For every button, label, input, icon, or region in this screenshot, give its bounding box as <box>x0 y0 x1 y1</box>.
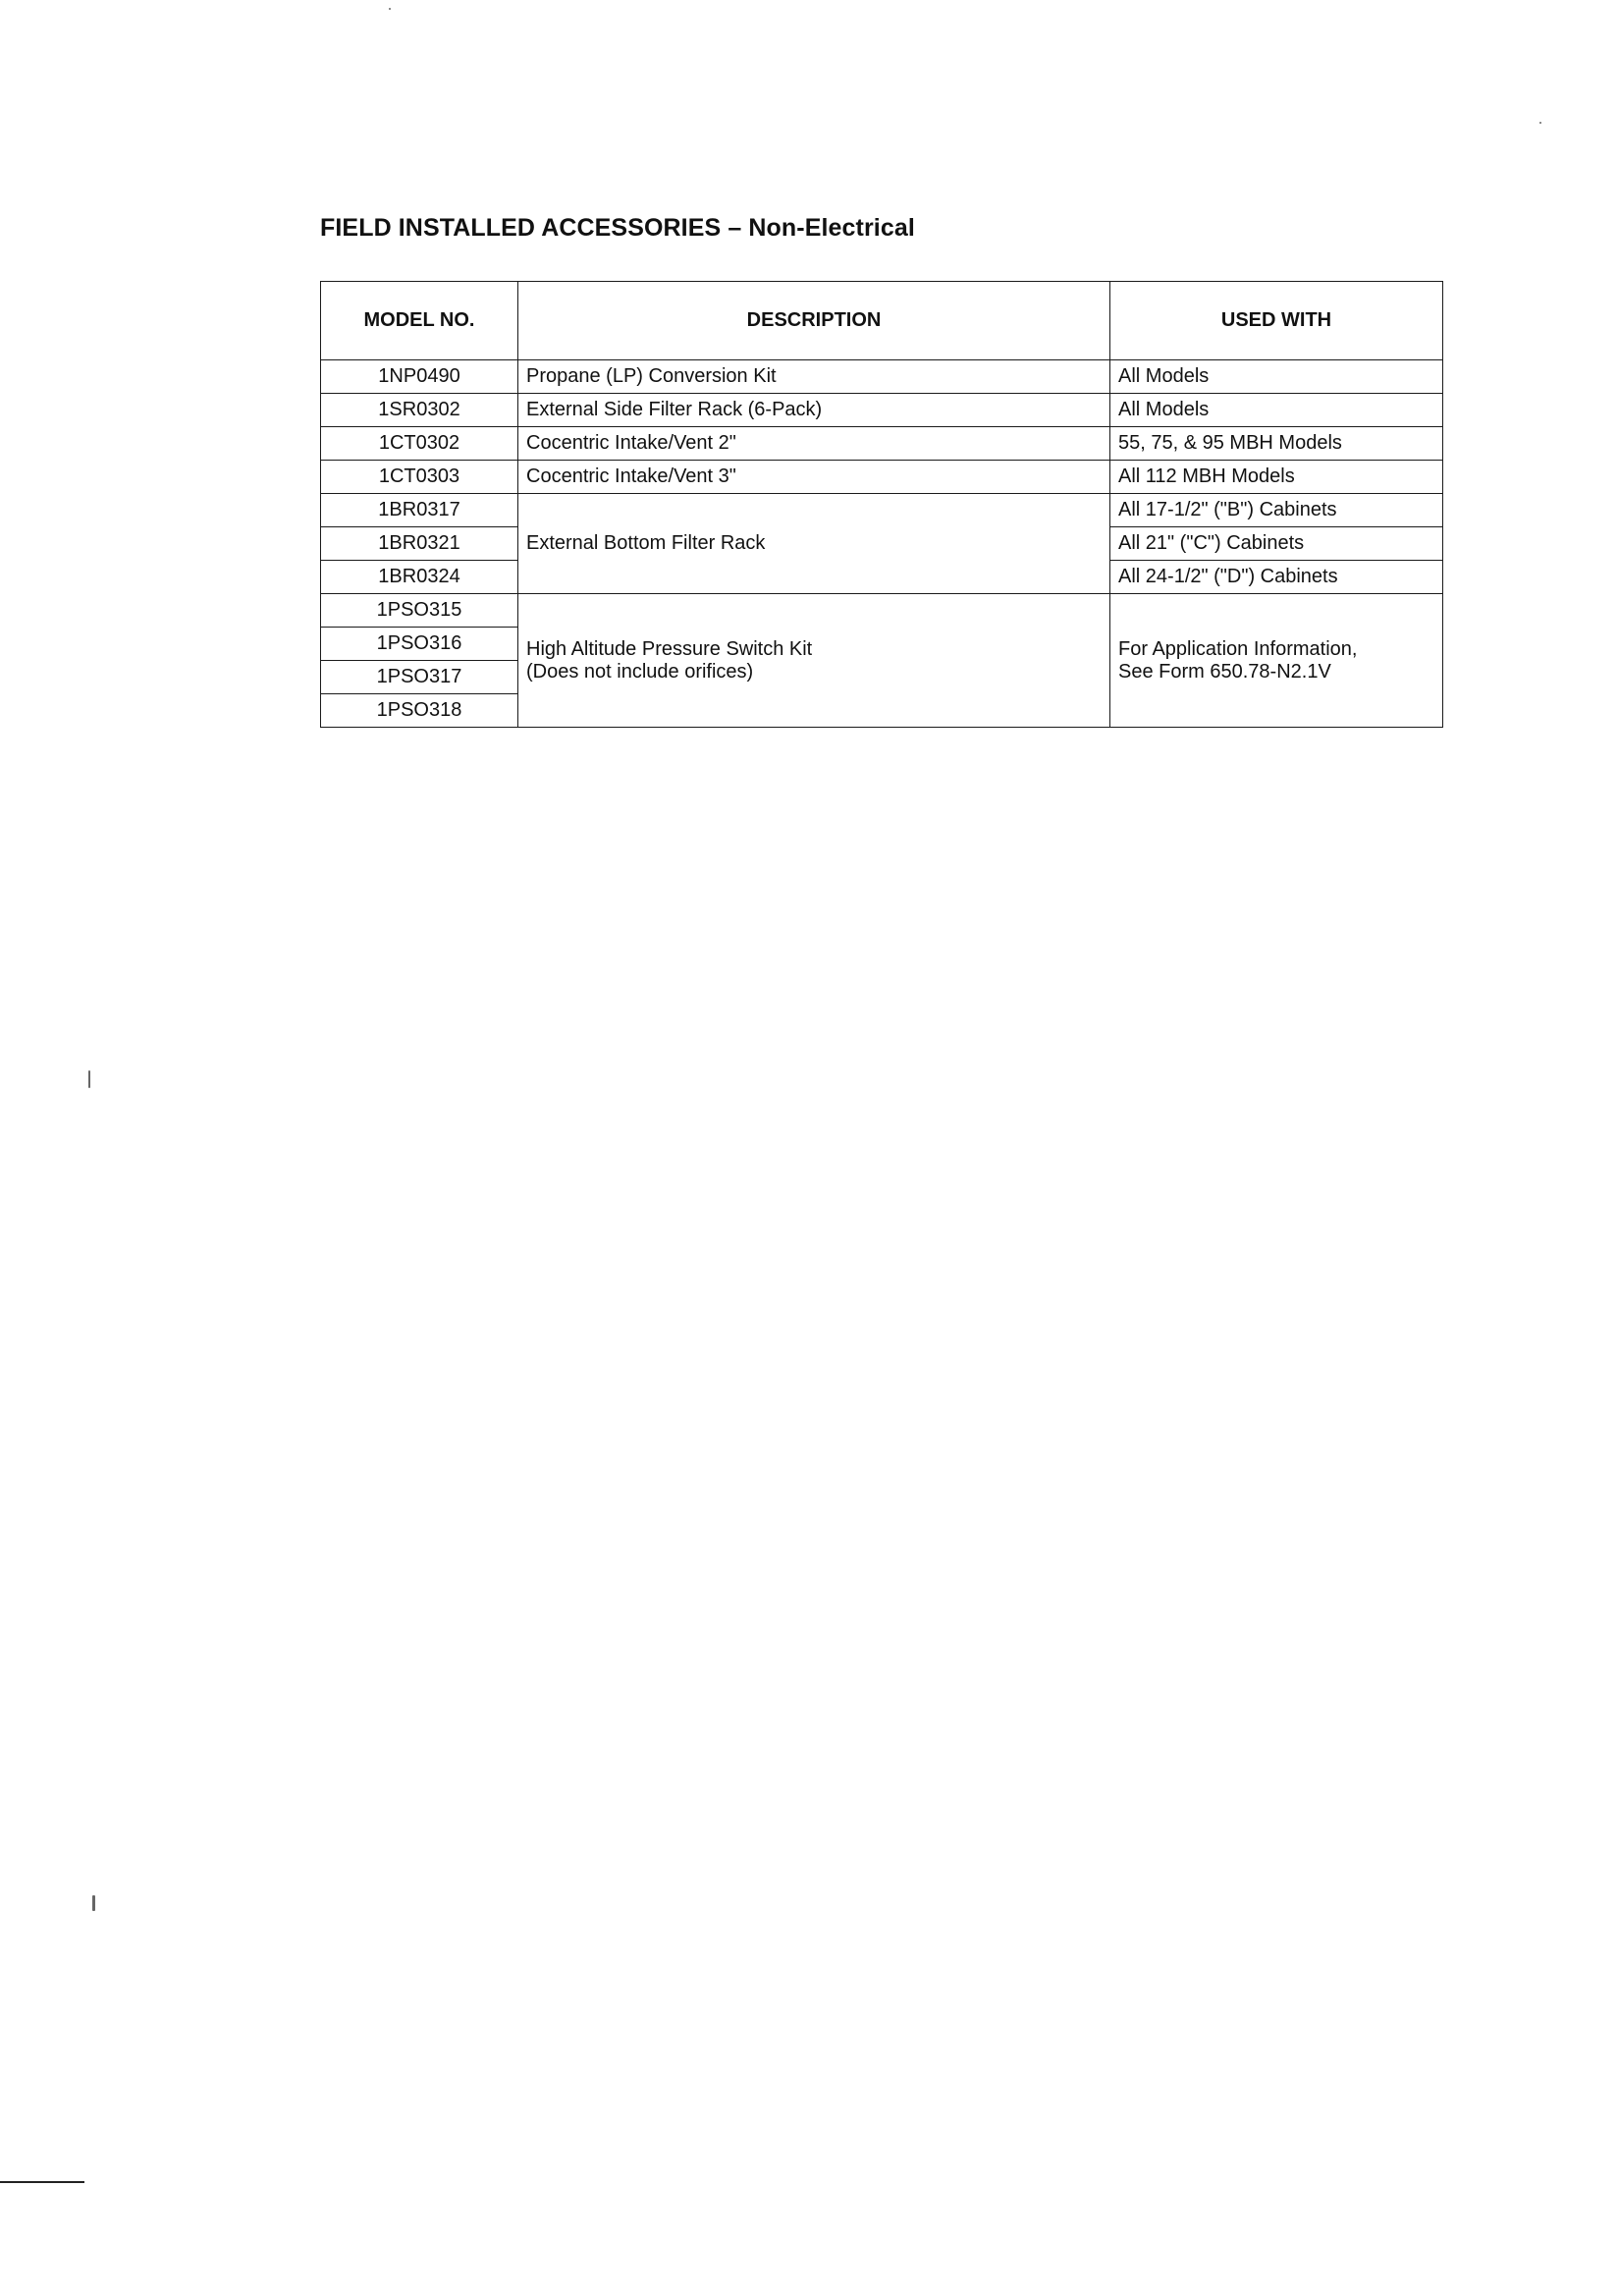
scan-speck <box>1539 122 1541 124</box>
scan-speck <box>88 1070 90 1088</box>
used-with-cell: All 24-1/2" ("D") Cabinets <box>1110 561 1443 594</box>
description-cell: Cocentric Intake/Vent 3" <box>518 461 1110 494</box>
used-with-text: For Application Information, See Form 650.78-N2.1V <box>1118 637 1358 683</box>
table-row <box>321 461 1443 494</box>
description-cell: Propane (LP) Conversion Kit <box>518 360 1110 394</box>
table-row <box>321 594 1443 628</box>
used-with-cell: All 21" ("C") Cabinets <box>1110 527 1443 561</box>
description-cell: External Bottom Filter Rack <box>518 494 1110 594</box>
table-header-row <box>321 282 1443 360</box>
page-edge-rule <box>0 2181 84 2183</box>
model-no-cell: 1PSO317 <box>321 661 518 694</box>
used-with-cell: All Models <box>1110 360 1443 394</box>
table-row <box>321 494 1443 527</box>
description-cell: Cocentric Intake/Vent 2" <box>518 427 1110 461</box>
header-description: DESCRIPTION <box>518 282 1110 360</box>
model-no-cell: 1CT0303 <box>321 461 518 494</box>
model-no-cell: 1PSO318 <box>321 694 518 728</box>
used-with-cell: All Models <box>1110 394 1443 427</box>
used-with-cell <box>1110 594 1443 728</box>
model-no-cell: 1BR0321 <box>321 527 518 561</box>
model-no-cell: 1CT0302 <box>321 427 518 461</box>
model-no-cell: 1PSO315 <box>321 594 518 628</box>
accessories-table <box>320 281 1443 728</box>
model-no-cell: 1NP0490 <box>321 360 518 394</box>
used-with-cell: All 112 MBH Models <box>1110 461 1443 494</box>
table-row <box>321 394 1443 427</box>
description-cell <box>518 594 1110 728</box>
scan-speck <box>389 8 391 10</box>
description-text: High Altitude Pressure Switch Kit (Does not include orifices) <box>526 637 813 683</box>
model-no-cell: 1BR0317 <box>321 494 518 527</box>
model-no-cell: 1PSO316 <box>321 628 518 661</box>
page-title: FIELD INSTALLED ACCESSORIES – Non-Electrical <box>320 214 915 242</box>
table-row <box>321 427 1443 461</box>
header-model-no: MODEL NO. <box>321 282 518 360</box>
description-cell: External Side Filter Rack (6-Pack) <box>518 394 1110 427</box>
model-no-cell: 1BR0324 <box>321 561 518 594</box>
model-no-cell: 1SR0302 <box>321 394 518 427</box>
table-row <box>321 360 1443 394</box>
scan-speck <box>92 1895 95 1911</box>
used-with-cell: 55, 75, & 95 MBH Models <box>1110 427 1443 461</box>
used-with-cell: All 17-1/2" ("B") Cabinets <box>1110 494 1443 527</box>
header-used-with: USED WITH <box>1110 282 1443 360</box>
